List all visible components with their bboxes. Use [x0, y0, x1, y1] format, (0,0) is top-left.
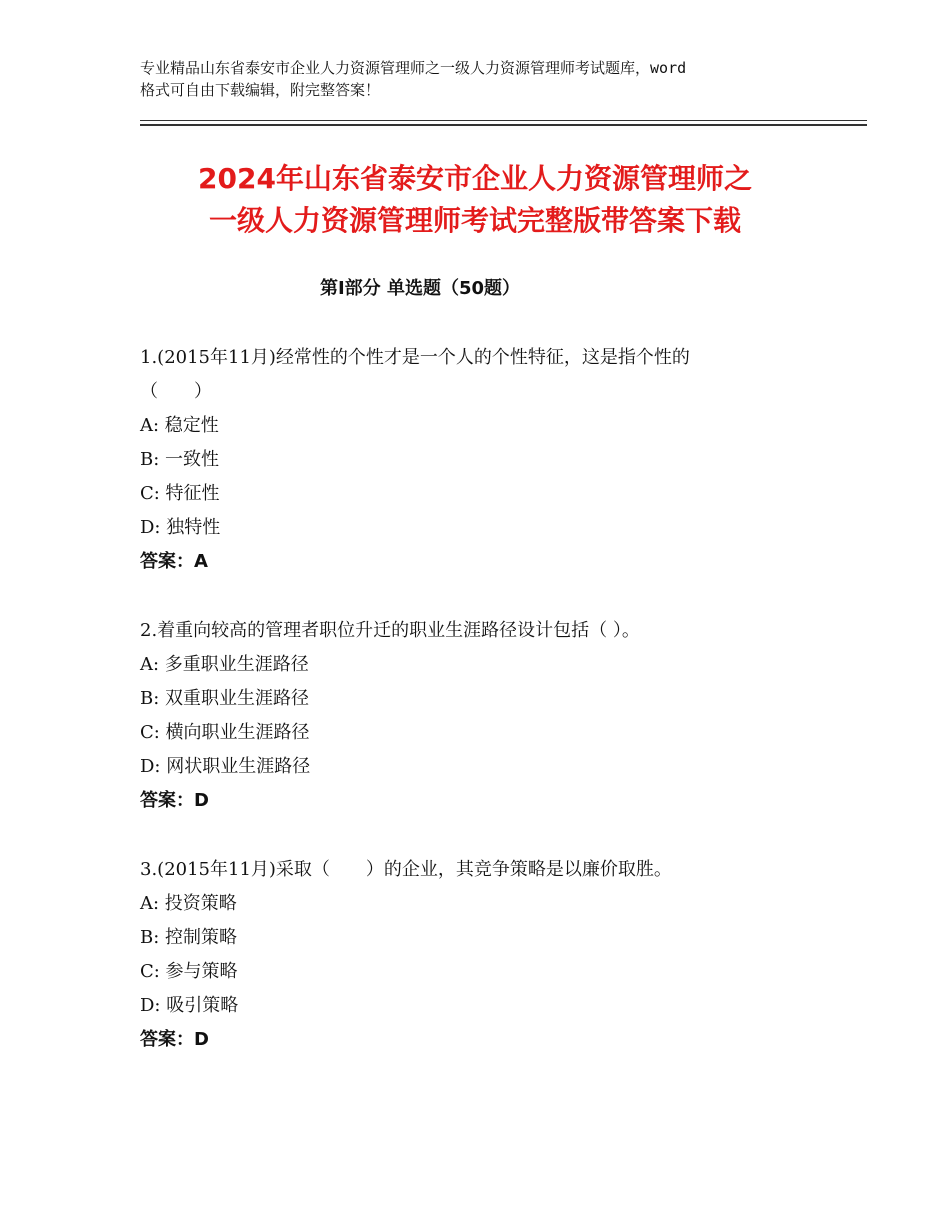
option-a: A: 投资策略	[140, 893, 237, 914]
option-c: C: 特征性	[140, 483, 220, 504]
document-title-line: 2024年山东省泰安市企业人力资源管理师之	[198, 162, 752, 195]
header-note	[140, 57, 840, 101]
option-d: D: 独特性	[140, 517, 221, 538]
question-2	[140, 614, 840, 818]
option-a: A: 稳定性	[140, 415, 219, 436]
answer: 答案：D	[140, 790, 209, 811]
section-title: 第Ⅰ部分 单选题（50题）	[319, 278, 520, 299]
answer: 答案：D	[140, 1029, 209, 1050]
question-stem: 3.(2015年11月)采取（ ）的企业，其竞争策略是以廉价取胜。	[140, 859, 672, 880]
option-c: C: 横向职业生涯路径	[140, 722, 310, 743]
question-stem: 2.着重向较高的管理者职位升迁的职业生涯路径设计包括（ ）。	[140, 620, 640, 641]
option-b: B: 控制策略	[140, 927, 238, 948]
option-b: B: 一致性	[140, 449, 220, 470]
question-1	[140, 341, 840, 579]
question-stem-continued: （ ）	[140, 381, 212, 402]
header-note-line: 专业精品山东省泰安市企业人力资源管理师之一级人力资源管理师考试题库，word	[140, 59, 687, 77]
answer: 答案：A	[140, 551, 208, 572]
option-c: C: 参与策略	[140, 961, 238, 982]
option-d: D: 网状职业生涯路径	[140, 756, 311, 777]
header-divider-thin	[140, 120, 867, 121]
option-d: D: 吸引策略	[140, 995, 239, 1016]
header-divider-thick	[140, 124, 867, 126]
header-note-line: 格式可自由下载编辑，附完整答案！	[140, 81, 381, 99]
question-stem: 1.(2015年11月)经常性的个性才是一个人的个性特征，这是指个性的	[140, 347, 690, 368]
option-a: A: 多重职业生涯路径	[140, 654, 309, 675]
question-3	[140, 853, 840, 1057]
document-title	[130, 158, 820, 242]
option-b: B: 双重职业生涯路径	[140, 688, 310, 709]
document-title-line: 一级人力资源管理师考试完整版带答案下载	[208, 204, 741, 237]
